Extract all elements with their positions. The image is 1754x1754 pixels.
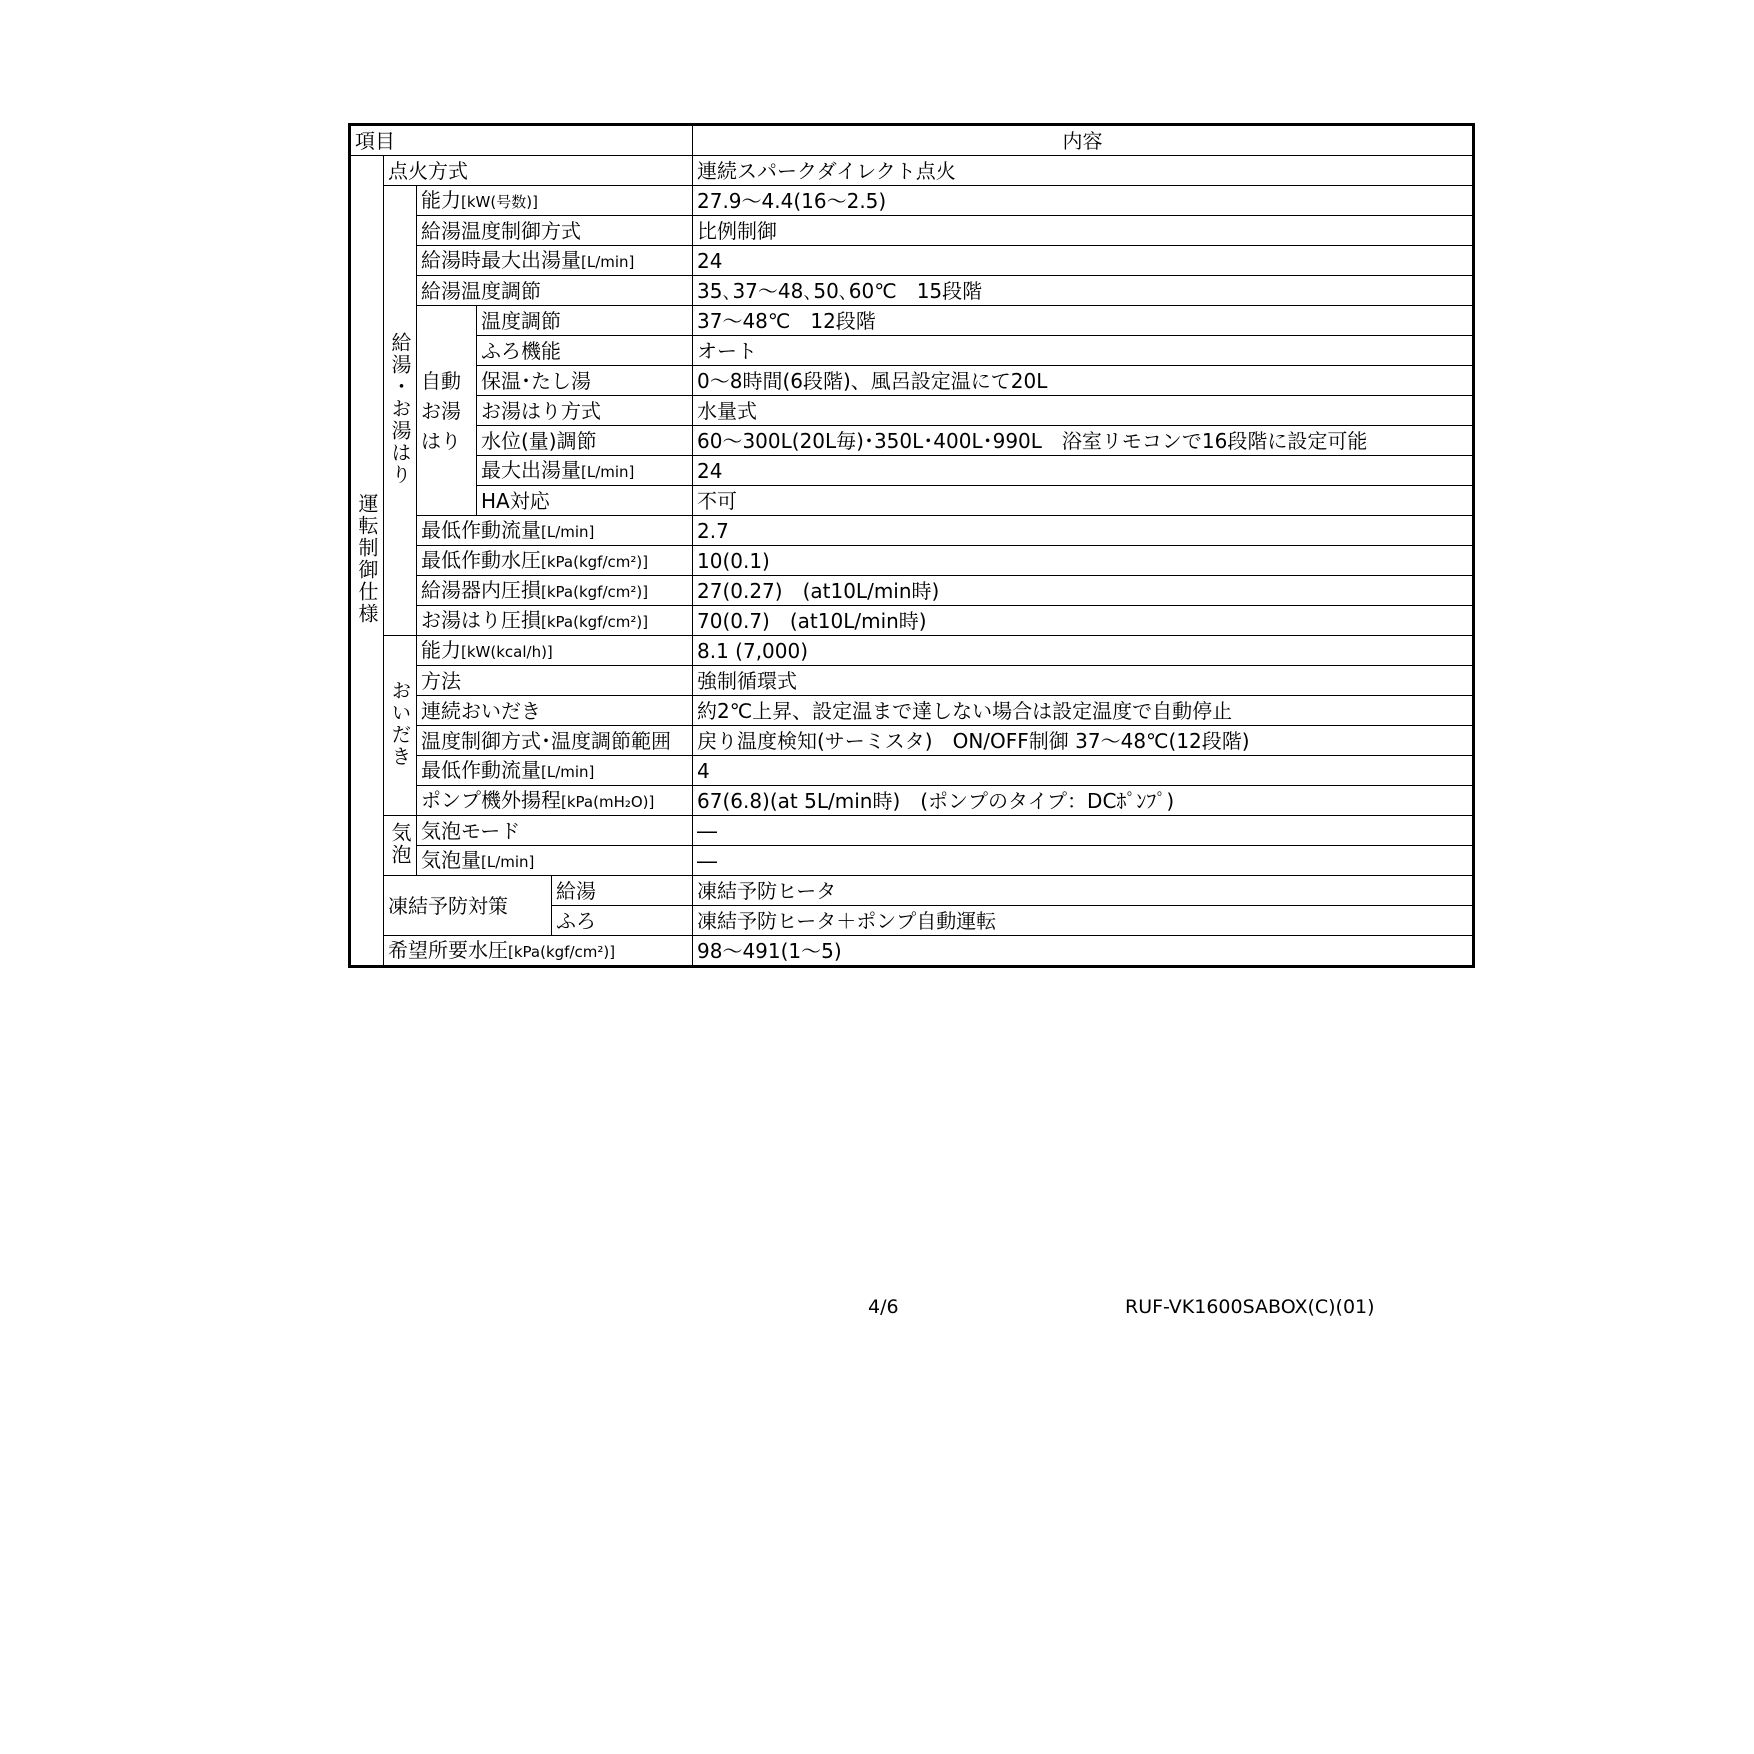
oyuhari-loss-value: 70(0.7) (at10L/min時) [693, 606, 1474, 636]
oi-min-flow-label: 最低作動流量[L/min] [417, 756, 693, 786]
table-row [350, 456, 1474, 486]
table-row [350, 756, 1474, 786]
min-flow-label: 最低作動流量[L/min] [417, 516, 693, 546]
temp-control-method-value: 比例制御 [693, 216, 1474, 246]
table-row [350, 606, 1474, 636]
ignition-label: 点火方式 [384, 156, 693, 186]
hoon-value: 0～8時間(6段階)、風呂設定温にて20L [693, 366, 1474, 396]
table-row [350, 846, 1474, 876]
oyuhari-loss-label: お湯はり圧損[kPa(kgf/cm²)] [417, 606, 693, 636]
table-row [350, 396, 1474, 426]
oi-continuous-label: 連続おいだき [417, 696, 693, 726]
table-row [350, 726, 1474, 756]
table-row [350, 636, 1474, 666]
table-row [350, 876, 1474, 906]
oi-capacity-value: 8.1 (7,000) [693, 636, 1474, 666]
water-level-value: 60～300L(20L毎)･350L･400L･990L 浴室リモコンで16段階に設定可能 [693, 426, 1474, 456]
table-row [350, 486, 1474, 516]
furo-func-value: オート [693, 336, 1474, 366]
req-pressure-label: 希望所要水圧[kPa(kgf/cm²)] [384, 936, 693, 967]
side-label-main: 運転制御仕様 [350, 156, 384, 967]
table-row [350, 546, 1474, 576]
oi-min-flow-value: 4 [693, 756, 1474, 786]
oi-continuous-value: 約2℃上昇、設定温まで達しない場合は設定温度で自動停止 [693, 696, 1474, 726]
water-level-label: 水位(量)調節 [477, 426, 693, 456]
freeze-kyuto-value: 凍結予防ヒータ [693, 876, 1474, 906]
internal-loss-label: 給湯器内圧損[kPa(kgf/cm²)] [417, 576, 693, 606]
pump-head-value: 67(6.8)(at 5L/min時) (ポンプのタイプ：DCﾎﾟﾝﾌﾟ) [693, 786, 1474, 816]
ignition-value: 連続スパークダイレクト点火 [693, 156, 1474, 186]
auto-temp-value: 37～48℃ 12段階 [693, 306, 1474, 336]
side-label-kyuto: 給湯・お湯はり [384, 186, 417, 636]
auto-temp-label: 温度調節 [477, 306, 693, 336]
side-label-oidaki: おいだき [384, 636, 417, 816]
header-row [350, 125, 1474, 156]
table-row [350, 786, 1474, 816]
table-row [350, 306, 1474, 336]
bubble-amount-value: ― [693, 846, 1474, 876]
table-row [350, 426, 1474, 456]
temp-adjust-value: 35､37～48､50､60℃ 15段階 [693, 276, 1474, 306]
temp-adjust-label: 給湯温度調節 [417, 276, 693, 306]
hoon-label: 保温･たし湯 [477, 366, 693, 396]
auto-max-flow-value: 24 [693, 456, 1474, 486]
oi-temp-control-value: 戻り温度検知(サーミスタ) ON/OFF制御 37～48℃(12段階) [693, 726, 1474, 756]
table-row [350, 276, 1474, 306]
ha-value: 不可 [693, 486, 1474, 516]
table-row [350, 156, 1474, 186]
freeze-furo-value: 凍結予防ヒータ＋ポンプ自動運転 [693, 906, 1474, 936]
ha-label: HA対応 [477, 486, 693, 516]
min-pressure-label: 最低作動水圧[kPa(kgf/cm²)] [417, 546, 693, 576]
header-content: 内容 [693, 125, 1474, 156]
auto-group-label: 自動 お湯 はり [417, 306, 477, 516]
temp-control-method-label: 給湯温度制御方式 [417, 216, 693, 246]
page-number: 4/6 [868, 1296, 899, 1318]
bubble-amount-label: 気泡量[L/min] [417, 846, 693, 876]
internal-loss-value: 27(0.27) (at10L/min時) [693, 576, 1474, 606]
table-row [350, 666, 1474, 696]
capacity-label: 能力[kW(号数)] [417, 186, 693, 216]
pump-head-label: ポンプ機外揚程[kPa(mH₂O)] [417, 786, 693, 816]
table-row [350, 246, 1474, 276]
req-pressure-value: 98～491(1～5) [693, 936, 1474, 967]
max-flow-value: 24 [693, 246, 1474, 276]
min-flow-value: 2.7 [693, 516, 1474, 546]
table-row [350, 516, 1474, 546]
auto-max-flow-label: 最大出湯量[L/min] [477, 456, 693, 486]
table-row [350, 696, 1474, 726]
oi-method-value: 強制循環式 [693, 666, 1474, 696]
table-row [350, 936, 1474, 967]
spec-table [348, 123, 1475, 968]
capacity-value: 27.9～4.4(16～2.5) [693, 186, 1474, 216]
oi-method-label: 方法 [417, 666, 693, 696]
oyuhari-method-value: 水量式 [693, 396, 1474, 426]
freeze-kyuto-label: 給湯 [552, 876, 693, 906]
bubble-mode-label: 気泡モード [417, 816, 693, 846]
oyuhari-method-label: お湯はり方式 [477, 396, 693, 426]
furo-func-label: ふろ機能 [477, 336, 693, 366]
table-row [350, 576, 1474, 606]
oi-capacity-label: 能力[kW(kcal/h)] [417, 636, 693, 666]
oi-temp-control-label: 温度制御方式･温度調節範囲 [417, 726, 693, 756]
freeze-furo-label: ふろ [552, 906, 693, 936]
header-item: 項目 [350, 125, 693, 156]
model-number: RUF-VK1600SABOX(C)(01) [1125, 1296, 1375, 1318]
table-row [350, 336, 1474, 366]
table-row [350, 216, 1474, 246]
min-pressure-value: 10(0.1) [693, 546, 1474, 576]
side-label-bubble: 気泡 [384, 816, 417, 876]
bubble-mode-value: ― [693, 816, 1474, 846]
table-row [350, 366, 1474, 396]
table-row [350, 186, 1474, 216]
max-flow-label: 給湯時最大出湯量[L/min] [417, 246, 693, 276]
freeze-label: 凍結予防対策 [384, 876, 552, 936]
table-row [350, 816, 1474, 846]
